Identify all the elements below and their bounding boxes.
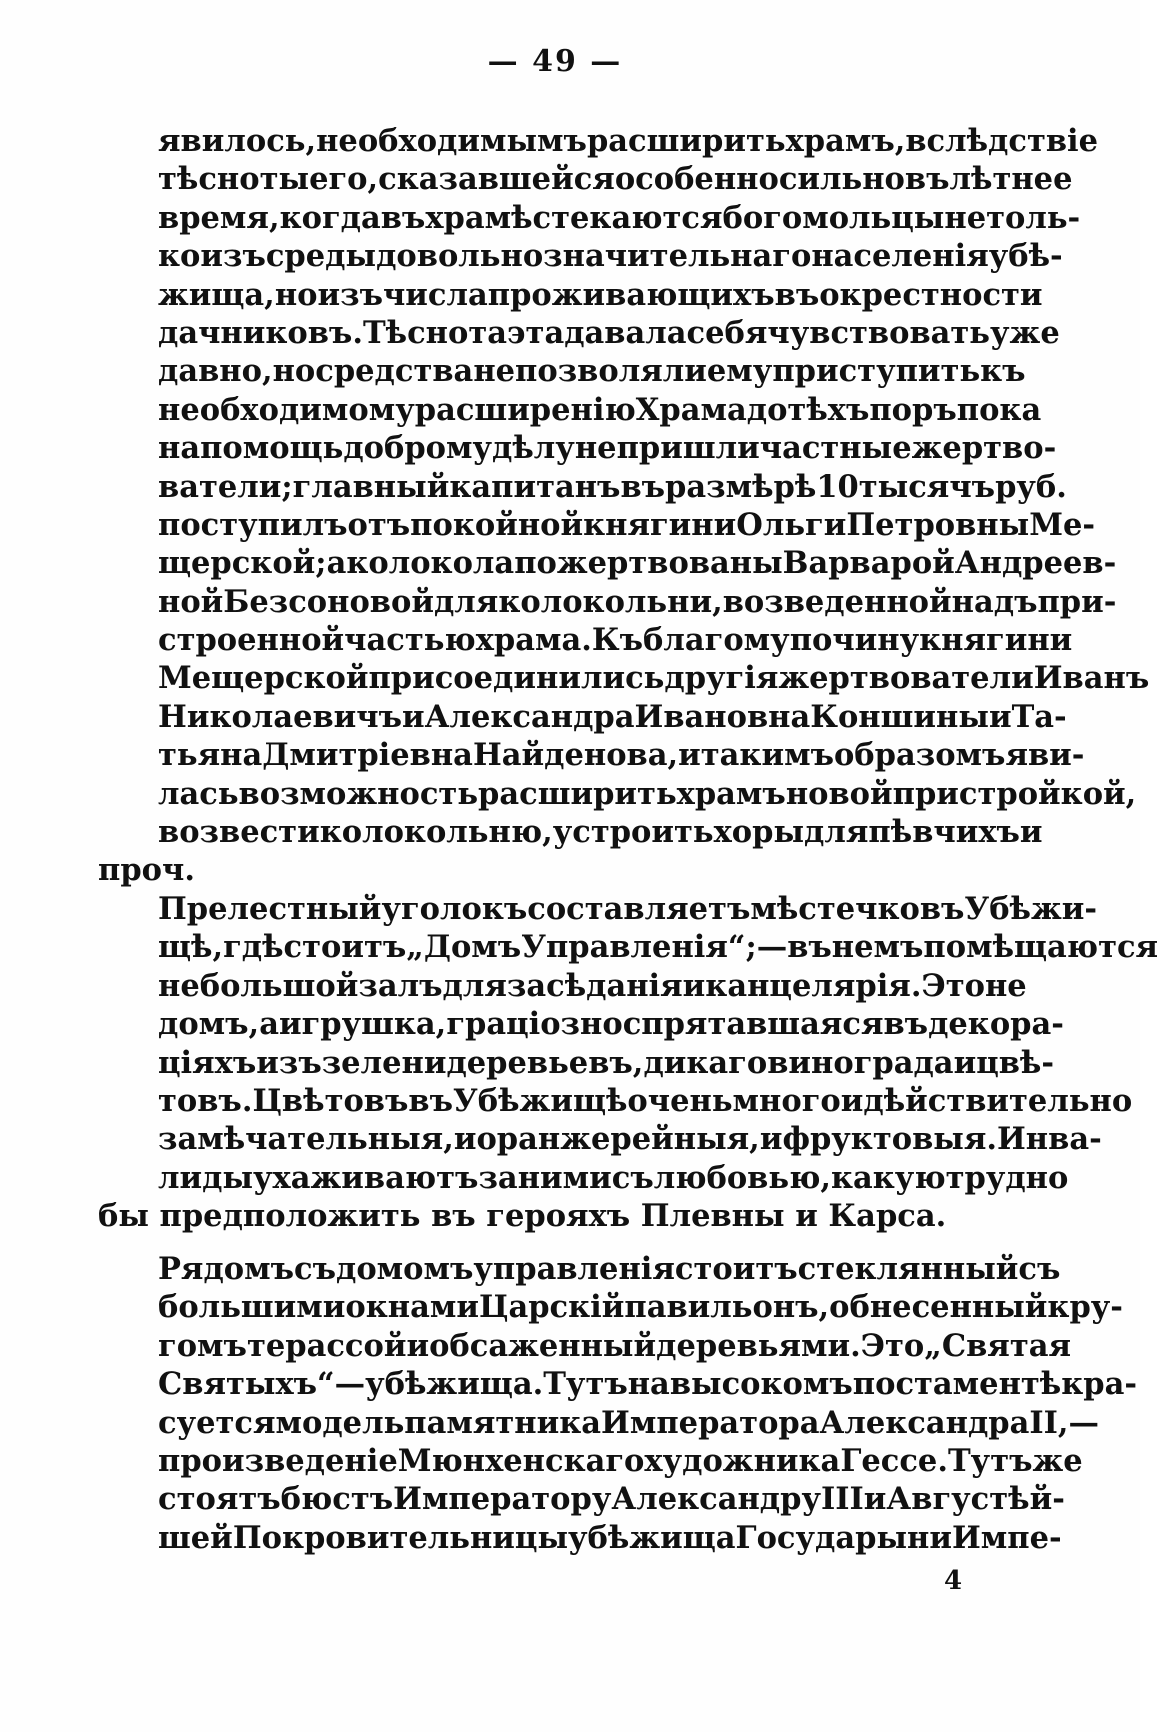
text-line: необходимому расширенію Храма до тѣхъ поръ пока [158,391,1042,428]
text-line: на помощь доброму дѣлу не пришли частные жертво- [158,430,1057,467]
text-line: стоятъ бюстъ Императору Александру III и Августѣй- [158,1481,1065,1518]
text-line: произведеніе Мюнхенскаго художника Гессе. Тутъ же [158,1442,1083,1479]
text-line: ной Безсоновой для колокольни, возведенной надъ при- [158,583,1117,620]
text-line: дачниковъ. Тѣснота эта давала себя чувствовать уже [158,314,1060,351]
text-line: давно, но средства не позволяли ему приступить къ [158,353,1026,390]
text-line: Прелестный уголокъ составляетъ мѣстечко въ Убѣжи- [158,891,1098,927]
text-line: ціяхъ изъ зелени деревьевъ, дикаго винограда и цвѣ- [158,1044,1055,1081]
text-line: домъ, а игрушка, граціозно спрятавшаяся въ декора- [158,1006,1064,1043]
text-line: тьяна Дмитріевна Найденова, и такимъ образомъ яви- [158,737,1085,774]
text-line: Святыхъ“—убѣжища. Тутъ на высокомъ постаментѣ кра- [158,1366,1138,1403]
text-line: щѣ, гдѣ стоитъ „Домъ Управленія“;—въ немъ помѣщаются [158,929,1158,966]
paragraph-3 [98,1250,1138,1557]
paragraph-2 [98,890,1158,1236]
text-line: поступилъ отъ покойной княгини Ольги Петровны Ме- [158,506,1096,543]
text-line: товъ. Цвѣтовъ въ Убѣжищѣ очень много и дѣйствительно [158,1082,1133,1119]
text-line: лиды ухаживаютъ за ними съ любовью, какую трудно [158,1159,1069,1196]
text-line: щерской; а колокола пожертвованы Варварой Андреев- [158,545,1117,582]
text-line: строенной частью храма. Къ благому почину княгини [158,622,1073,659]
text-line: Мещерской присоединились другія жертвователи Иванъ [158,660,1150,697]
text-line: лась возможность расширить храмъ новой пристройкой, [158,775,1137,812]
text-line: проч. [98,852,195,889]
page-number: — 49 — [487,44,623,79]
text-line: явилось, необходимымъ расширить храмъ, вслѣдствіе [158,123,1099,159]
text-line: время, когда въ храмѣ стекаются богомольцы не толь- [158,199,1081,236]
paragraph-1 [98,122,1150,890]
text-line: возвести колокольню, устроить хоры для пѣвчихъ и [158,814,1043,851]
text-line: жища, но изъ числа проживающихъ въ окрестности [158,276,1043,313]
text-line: ватели; главный капитанъ въ размѣрѣ 10 тысячъ руб. [158,468,1067,505]
signature-mark: 4 [944,1566,963,1596]
text-line: небольшой залъ для засѣданія и канцелярія. Это не [158,967,1027,1004]
text-line: замѣчательныя, и оранжерейныя, и фруктовыя. Инва- [158,1121,1102,1158]
text-line: Николаевичъ и Александра Ивановна Коншины и Та- [158,698,1067,735]
text-line: бы предположить въ герояхъ Плевны и Карса. [98,1198,947,1235]
text-line: Рядомъ съ домомъ управленія стоитъ стеклянный съ [158,1251,1061,1287]
text-line: ко изъ среды довольно значительнаго населенія убѣ- [158,238,1063,275]
text-line: большими окнами Царскій павильонъ, обнесенный кру- [158,1289,1123,1326]
text-line: суется модель памятника Императора Александра II,— [158,1404,1100,1441]
text-line: тѣсноты его, сказавшейся особенно сильно въ лѣтнее [158,161,1073,198]
text-line: шей Покровительницы убѣжища Государыни Импе- [158,1519,1062,1556]
text-line: гомъ терассой и обсаженный деревьями. Это „Святая [158,1327,1072,1364]
